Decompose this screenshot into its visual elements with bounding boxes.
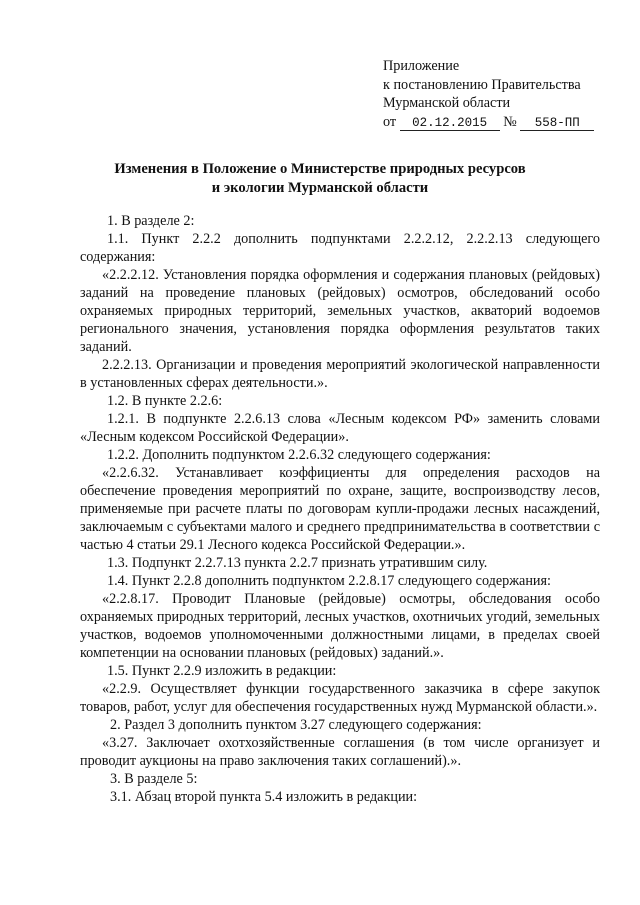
annex-line-1: Приложение: [383, 58, 460, 74]
paragraph: 1.2. В пункте 2.2.6:: [107, 393, 223, 409]
annex-date-line: [383, 113, 613, 132]
paragraph: 2.2.2.13. Организации и проведения мероприятий экологической направленности в установленных сферах деятельности.».: [80, 357, 600, 391]
title-line-2: и экологии Мурманской области: [211, 180, 429, 196]
paragraph: 3. В разделе 5:: [110, 771, 198, 787]
annex-line-3: Мурманской области: [383, 95, 511, 111]
title-line-1: Изменения в Положение о Министерстве природных ресурсов: [114, 161, 526, 177]
resolution-date: 02.12.2015: [400, 116, 500, 131]
paragraph: 1.2.1. В подпункте 2.2.6.13 слова «Лесным кодексом РФ» заменить словами «Лесным кодексом Российской Федерации».: [80, 411, 600, 445]
paragraph: «2.2.2.12. Установления порядка оформления и содержания плановых (рейдовых) заданий на проведение плановых (рейдовых) осмотров, обследований особо охраняемых природных территорий, земельных участков, акваторий водоемов регионального значения, установления порядка оформления результатов таких заданий.: [80, 267, 600, 355]
number-sign: №: [503, 113, 517, 130]
paragraph: 1.2.2. Дополнить подпунктом 2.2.6.32 следующего содержания:: [107, 447, 491, 463]
annex-header: [383, 57, 613, 131]
paragraph: «2.2.8.17. Проводит Плановые (рейдовые) осмотры, обследования особо охраняемых природных территорий, лесных участков, охотничьих угодий, земельных участков, водоемов уполномоченными должностными лицами, в пределах своей компетенции на основании плановых (рейдовых) заданий.».: [80, 591, 600, 661]
annex-line-2: к постановлению Правительства: [383, 76, 581, 93]
paragraph: 3.1. Абзац второй пункта 5.4 изложить в редакции:: [110, 789, 418, 805]
paragraph: 1.4. Пункт 2.2.8 дополнить подпунктом 2.2.8.17 следующего содержания:: [107, 573, 551, 589]
document-title: [0, 160, 640, 198]
paragraph: 1.1. Пункт 2.2.2 дополнить подпунктами 2.2.2.12, 2.2.2.13 следующего содержания:: [80, 231, 600, 265]
paragraph: «2.2.9. Осуществляет функции государственного заказчика в сфере закупок товаров, работ, услуг для обеспечения государственных нужд Мурманской области.».: [80, 681, 600, 715]
paragraph: «2.2.6.32. Устанавливает коэффициенты для определения расходов на обеспечение проведения мероприятий по охране, защите, воспроизводству лесов, применяемые при расчете платы по договорам купли-продажи лесных насаждений, заключаемым с субъектами малого и среднего предпринимательства в соответствии с частью 4 статьи 29.1 Лесного кодекса Российской Федерации.».: [80, 465, 600, 553]
paragraph: 1.5. Пункт 2.2.9 изложить в редакции:: [107, 663, 337, 679]
paragraph: 1.3. Подпункт 2.2.7.13 пункта 2.2.7 признать утратившим силу.: [107, 555, 488, 571]
paragraph: 1. В разделе 2:: [107, 213, 195, 229]
paragraph: 2. Раздел 3 дополнить пунктом 3.27 следующего содержания:: [110, 717, 482, 733]
paragraph: «3.27. Заключает охотхозяйственные соглашения (в том числе организует и проводит аукционы на право заключения таких соглашений).».: [80, 735, 600, 769]
resolution-number: 558-ПП: [520, 116, 594, 131]
document-body: [80, 212, 600, 806]
date-prefix: от: [383, 113, 397, 130]
